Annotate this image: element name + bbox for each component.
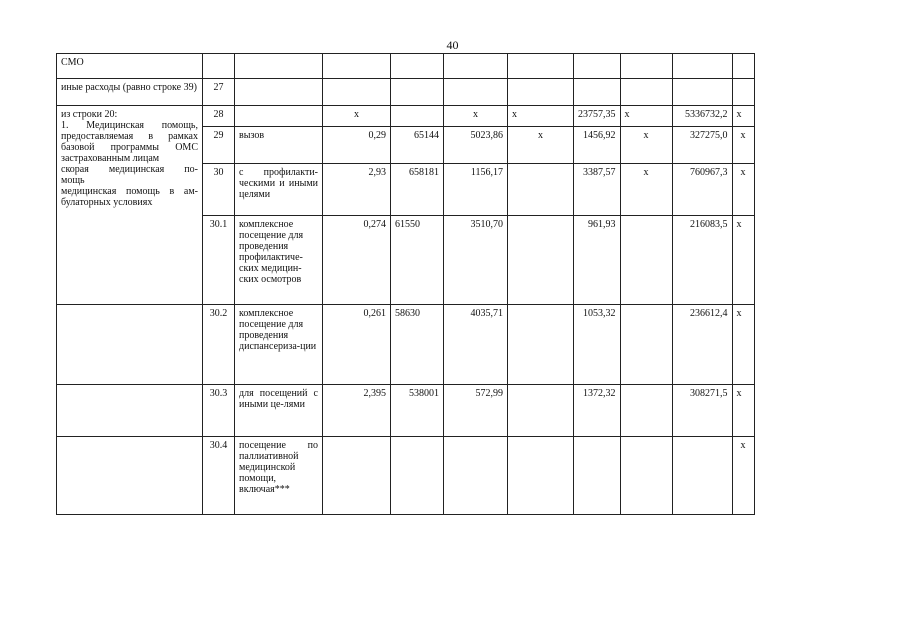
line-number: 30.3: [203, 385, 235, 437]
row-name: комплексное посещение для проведения профилактиче-ских медицин-ских осмотров: [235, 216, 323, 305]
table-row: [57, 54, 755, 79]
line-number: 30.2: [203, 305, 235, 385]
cell-value: 5336732,2: [672, 106, 732, 127]
table-row: [57, 79, 755, 106]
sidebar-line: застрахованным лицам: [61, 153, 160, 164]
cell-value: х: [732, 305, 754, 385]
cell-value: х: [732, 164, 754, 216]
sidebar-line: базовой программы ОМС: [61, 142, 198, 153]
cell-value: 61550: [391, 216, 444, 305]
cell-value: 538001: [391, 385, 444, 437]
table-row: [57, 385, 755, 437]
cell-value: х: [508, 127, 574, 164]
cell-value: х: [732, 437, 754, 515]
cell-value: х: [732, 385, 754, 437]
line-number: 27: [203, 79, 235, 106]
cell-value: 1372,32: [574, 385, 621, 437]
cell-value: 58630: [391, 305, 444, 385]
cell-value: 760967,3: [672, 164, 732, 216]
line-number: 29: [203, 127, 235, 164]
page-number: 40: [446, 38, 459, 52]
cell-value: 1156,17: [444, 164, 508, 216]
table-row: [57, 437, 755, 515]
cell-value: 658181: [391, 164, 444, 216]
sidebar-line: медицинская помощь в ам-: [61, 186, 198, 197]
sidebar-line: предоставляемая в рамках: [61, 131, 198, 142]
cell-value: 0,274: [323, 216, 391, 305]
sidebar-line: скорая медицинская по-: [61, 164, 198, 175]
sidebar-line: 1. Медицинская помощь,: [61, 120, 198, 131]
sidebar-line: булаторных условиях: [61, 197, 153, 208]
sidebar-line: из строки 20:: [61, 109, 118, 120]
cell-value: 1053,32: [574, 305, 621, 385]
cell-value: 1456,92: [574, 127, 621, 164]
cell-value: х: [620, 106, 672, 127]
sidebar-line: мощь: [61, 175, 85, 186]
cell-value: 3387,57: [574, 164, 621, 216]
row-name: вызов: [235, 127, 323, 164]
cell-value: 3510,70: [444, 216, 508, 305]
sidebar-cell: [57, 106, 203, 305]
cell-value: 5023,86: [444, 127, 508, 164]
cell-value: х: [732, 216, 754, 305]
cell-value: х: [508, 106, 574, 127]
row-label: иные расходы (равно строке 39): [57, 79, 203, 106]
cell-value: х: [444, 106, 508, 127]
cell-value: 23757,35: [574, 106, 621, 127]
cell-value: х: [620, 164, 672, 216]
row-name: посещение по паллиативной медицинской помощи, включая***: [235, 437, 323, 515]
row-name: с профилакти-ческими и иными целями: [235, 164, 323, 216]
cell-value: 2,93: [323, 164, 391, 216]
cell-value: 572,99: [444, 385, 508, 437]
line-number: 30.4: [203, 437, 235, 515]
line-number: 30: [203, 164, 235, 216]
table-row: [57, 106, 755, 127]
cell-value: х: [732, 106, 754, 127]
cell-value: 308271,5: [672, 385, 732, 437]
line-number: 30.1: [203, 216, 235, 305]
cell-value: 327275,0: [672, 127, 732, 164]
row-name: для посещений с иными це-лями: [235, 385, 323, 437]
cell-value: 65144: [391, 127, 444, 164]
cell-value: х: [732, 127, 754, 164]
data-table: [56, 53, 755, 515]
table-row: [57, 305, 755, 385]
cell-value: 0,29: [323, 127, 391, 164]
cell-value: 0,261: [323, 305, 391, 385]
line-number: 28: [203, 106, 235, 127]
cell-value: 4035,71: [444, 305, 508, 385]
row-name: комплексное посещение для проведения диспансериза-ции: [235, 305, 323, 385]
cell-value: 236612,4: [672, 305, 732, 385]
cell-value: 216083,5: [672, 216, 732, 305]
cell-value: 2,395: [323, 385, 391, 437]
cell-value: х: [620, 127, 672, 164]
row-label: СМО: [57, 54, 203, 79]
cell-value: 961,93: [574, 216, 621, 305]
cell-value: х: [323, 106, 391, 127]
